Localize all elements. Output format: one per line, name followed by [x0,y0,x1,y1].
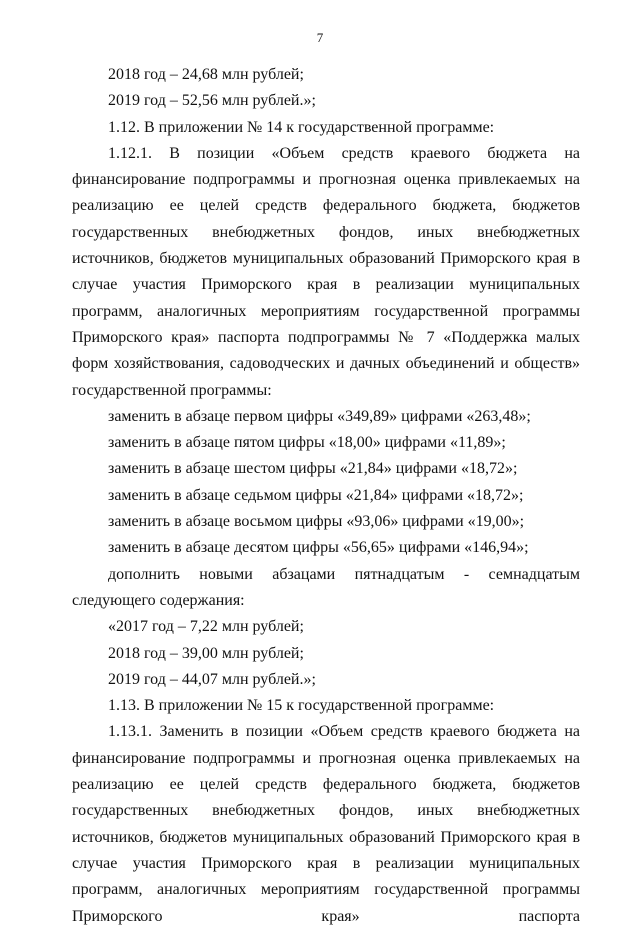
paragraph-replace-tenth: заменить в абзаце десятом цифры «56,65» цифрами «146,94»; [108,539,529,557]
document-body [72,62,580,930]
paragraph-replace-fifth: заменить в абзаце пятом цифры «18,00» цифрами «11,89»; [108,434,506,452]
paragraph-add-new: дополнить новыми абзацами пятнадцатым - семнадцатым следующего содержания: [72,565,580,609]
paragraph-section-1-12-1: 1.12.1. В позиции «Объем средств краевого бюджета на финансирование подпрограммы и прогнозная оценка привлекаемых на реализацию ее целей средств федерального бюджета, бюджетов государственных внебюджетных фондов, иных внебюджетных источников, бюджетов муниципальных образований Приморского края в случае участия Приморского края в реализации муниципальных программ, аналогичных мероприятиям государственной программы Приморского края» паспорта подпрограммы № 7 «Поддержка малых форм хозяйствования, садоводческих и дачных объединений и обществ» государственной программы: [72,144,580,399]
paragraph-2019-new: 2019 год – 44,07 млн рублей.»; [108,670,316,688]
paragraph-2017-new: «2017 год – 7,22 млн рублей; [108,618,304,636]
page-number: 7 [316,30,324,45]
paragraph-2018-new: 2018 год – 39,00 млн рублей; [108,644,304,662]
paragraph-section-1-13-1: 1.13.1. Заменить в позиции «Объем средств краевого бюджета на финансирование подпрограммы и прогнозная оценка привлекаемых на реализацию ее целей средств федерального бюджета, бюджетов государственных внебюджетных фондов, иных внебюджетных источников, бюджетов муниципальных образований Приморского края в случае участия Приморского края в реализации муниципальных программ, аналогичных мероприятиям государственной программы Приморского края» паспорта [72,723,580,925]
paragraph-replace-eighth: заменить в абзаце восьмом цифры «93,06» цифрами «19,00»; [108,513,525,531]
paragraph-replace-first: заменить в абзаце первом цифры «349,89» цифрами «263,48»; [108,407,531,425]
paragraph-2019-amount: 2019 год – 52,56 млн рублей.»; [108,92,316,110]
paragraph-2018-amount: 2018 год – 24,68 млн рублей; [108,66,304,83]
paragraph-section-1-12: 1.12. В приложении № 14 к государственной программе: [108,118,495,136]
paragraph-section-1-13: 1.13. В приложении № 15 к государственной программе: [108,697,495,715]
paragraph-replace-seventh: заменить в абзаце седьмом цифры «21,84» цифрами «18,72»; [108,486,524,504]
paragraph-replace-sixth: заменить в абзаце шестом цифры «21,84» цифрами «18,72»; [108,460,518,478]
